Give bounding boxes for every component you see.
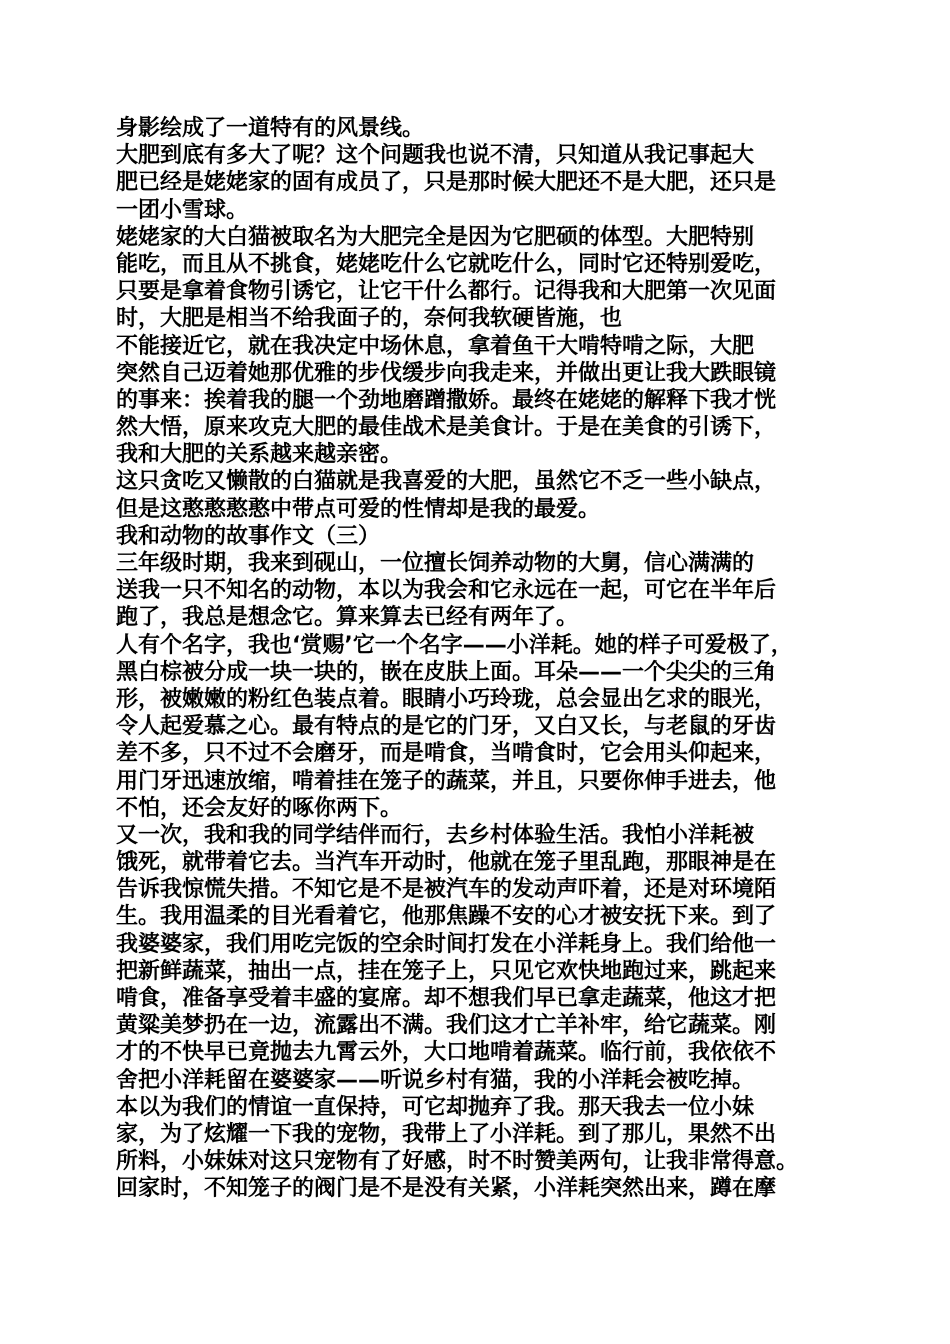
text-line: 把新鲜蔬菜，抽出一点，挂在笼子上，只见它欢快地跑过来，跳起来: [116, 958, 777, 984]
text-line: 人有个名字，我也‘赏赐’它一个名字——小洋耗。她的样子可爱极了，: [116, 632, 793, 658]
text-line: 饿死，就带着它去。当汽车开动时，他就在笼子里乱跑，那眼神是在: [116, 850, 777, 876]
text-line: 用门牙迅速放缩，啃着挂在笼子的蔬菜，并且，只要你伸手进去，他: [116, 768, 777, 794]
text-line: 三年级时期，我来到砚山，一位擅长饲养动物的大舅，信心满满的: [116, 551, 755, 576]
section-heading: 我和动物的故事作文（三）: [116, 523, 381, 549]
text-line: 只要是拿着食物引诱它，让它干什么都行。记得我和大肥第一次见面: [116, 279, 777, 305]
text-line: 不能接近它，就在我决定中场休息，拿着鱼干大啃特啃之际，大肥: [116, 333, 755, 359]
text-line: 差不多，只不过不会磨牙，而是啃食，当啃食时，它会用头仰起来，: [116, 741, 777, 767]
text-line: 才的不快早已竟抛去九霄云外，大口地啃着蔬菜。临行前，我依依不: [116, 1040, 777, 1066]
text-line: 舍把小洋耗留在婆婆家——听说乡村有猫，我的小洋耗会被吃掉。: [116, 1067, 755, 1093]
text-line: 但是这憨憨憨憨中带点可爱的性情却是我的最爱。: [116, 496, 601, 522]
text-line: 所料，小妹妹对这只宠物有了好感，时不时赞美两句，让我非常得意。: [116, 1149, 799, 1175]
text-line: 大肥到底有多大了呢？这个问题我也说不清，只知道从我记事起大: [116, 143, 755, 169]
text-line: 告诉我惊慌失措。不知它是不是被汽车的发动声吓着，还是对环境陌: [116, 877, 777, 903]
text-line: 跑了，我总是想念它。算来算去已经有两年了。: [116, 605, 579, 631]
document-body: [116, 115, 846, 1203]
text-line: 身影绘成了一道特有的风景线。: [116, 116, 425, 141]
text-line: 本以为我们的情谊一直保持，可它却抛弃了我。那天我去一位小妹: [116, 1094, 755, 1120]
text-line: 姥姥家的大白猫被取名为大肥完全是因为它肥硕的体型。大肥特别: [116, 224, 755, 250]
text-line: 黑白棕被分成一块一块的，嵌在皮肤上面。耳朵——一个尖尖的三角: [116, 659, 777, 685]
text-line: 一团小雪球。: [116, 197, 249, 223]
text-line: 生。我用温柔的目光看着它，他那焦躁不安的心才被安抚下来。到了: [116, 904, 777, 930]
text-line: 又一次，我和我的同学结伴而行，去乡村体验生活。我怕小洋耗被: [116, 822, 755, 848]
text-line: 啃食，准备享受着丰盛的宴席。却不想我们早已拿走蔬菜，他这才把: [116, 986, 777, 1011]
text-line: 回家时，不知笼子的阀门是不是没有关紧，小洋耗突然出来，蹲在摩: [116, 1176, 777, 1202]
text-line: 这只贪吃又懒散的白猫就是我喜爱的大肥，虽然它不乏一些小缺点，: [116, 469, 777, 495]
text-line: 令人起爱慕之心。最有特点的是它的门牙，又白又长，与老鼠的牙齿: [116, 714, 777, 740]
text-line: 形，被嫩嫩的粉红色装点着。眼睛小巧玲珑，总会显出乞求的眼光，: [116, 686, 777, 712]
text-line: 不怕，还会友好的啄你两下。: [116, 795, 403, 821]
text-line: 然大悟，原来攻克大肥的最佳战术是美食计。于是在美食的引诱下，: [116, 415, 777, 441]
text-line: 家，为了炫耀一下我的宠物，我带上了小洋耗。到了那儿，果然不出: [116, 1121, 777, 1147]
text-line: 肥已经是姥姥家的固有成员了，只是那时候大肥还不是大肥，还只是: [116, 170, 777, 196]
text-line: 时，大肥是相当不给我面子的，奈何我软硬皆施，也: [116, 306, 623, 332]
text-line: 能吃，而且从不挑食，姥姥吃什么它就吃什么，同时它还特别爱吃，: [116, 251, 777, 277]
text-line: 突然自己迈着她那优雅的步伐缓步向我走来，并做出更让我大跌眼镜: [116, 360, 777, 386]
text-line: 我婆婆家，我们用吃完饭的空余时间打发在小洋耗身上。我们给他一: [116, 931, 777, 957]
text-line: 黄粱美梦扔在一边，流露出不满。我们这才亡羊补牢，给它蔬菜。刚: [116, 1013, 777, 1039]
text-line: 我和大肥的关系越来越亲密。: [116, 442, 403, 468]
text-line: 送我一只不知名的动物，本以为我会和它永远在一起，可它在半年后: [116, 578, 777, 604]
text-line: 的事来：挨着我的腿一个劲地磨蹭撒娇。最终在姥姥的解释下我才恍: [116, 387, 777, 413]
